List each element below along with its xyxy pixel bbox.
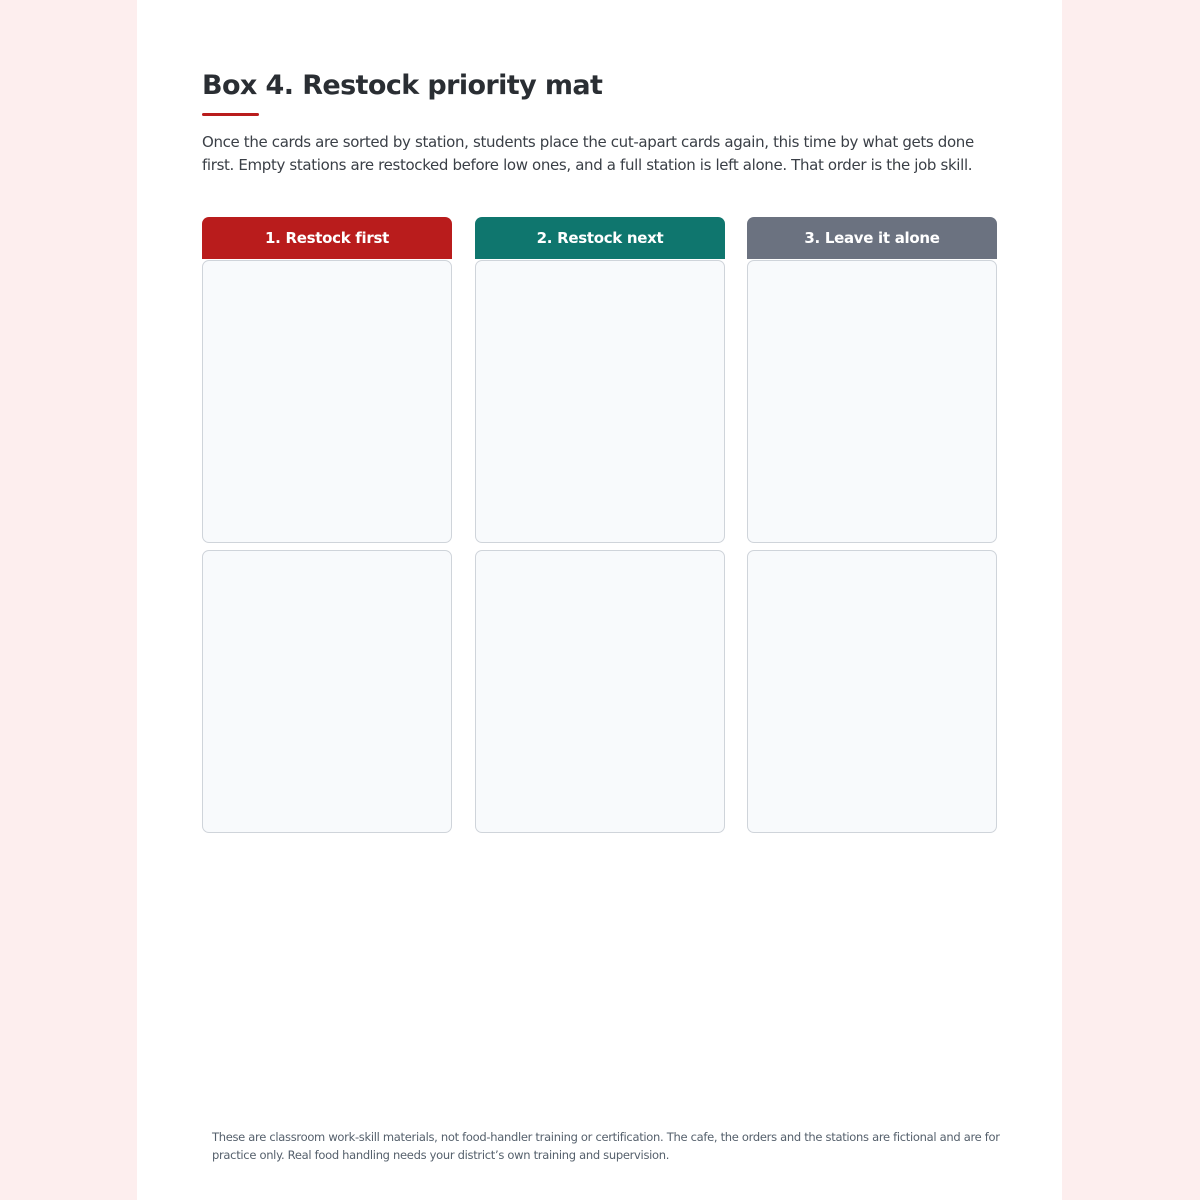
column-restock-first (202, 217, 452, 259)
column-leave-it-alone (747, 217, 997, 259)
column-header-leave-it-alone: 3. Leave it alone (747, 217, 997, 259)
column-header-restock-first: 1. Restock first (202, 217, 452, 259)
card-slot[interactable] (747, 260, 997, 543)
worksheet-page (137, 0, 1062, 1200)
column-header-restock-next: 2. Restock next (475, 217, 725, 259)
page-title: Box 4. Restock priority mat (202, 70, 603, 101)
card-slot[interactable] (747, 550, 997, 833)
card-slot[interactable] (202, 550, 452, 833)
title-underline (202, 113, 259, 116)
card-slot[interactable] (475, 260, 725, 543)
intro-paragraph: Once the cards are sorted by station, students place the cut-apart cards again, this time by what gets done first. Empty stations are restocked before low ones, and a full station is left alone. That order is the job skill. (202, 133, 974, 174)
column-restock-next (475, 217, 725, 259)
disclaimer-footer: These are classroom work-skill materials, not food-handler training or certification. The cafe, the orders and the stations are fictional and are for practice only. Real food handling needs your district’s own training and supervision. (212, 1130, 1000, 1162)
card-slot[interactable] (475, 550, 725, 833)
card-slot[interactable] (202, 260, 452, 543)
